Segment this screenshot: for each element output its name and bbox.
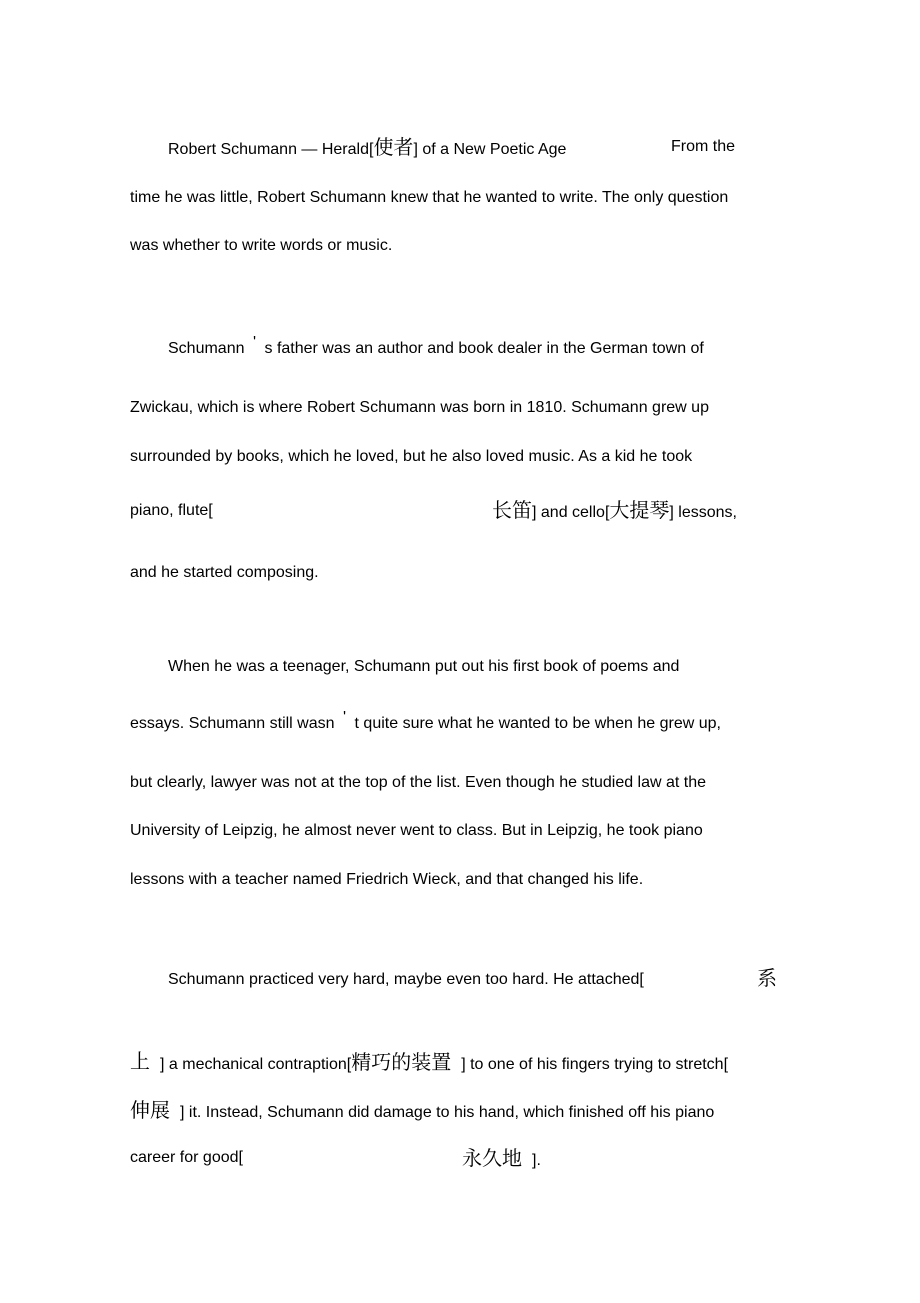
chinese-gloss-attach-1: 系 bbox=[757, 966, 777, 990]
paragraph-4-line-4-start: career for good[ bbox=[130, 1149, 243, 1166]
paragraph-2-line-4-start: piano, flute[ bbox=[130, 502, 213, 519]
text-fragment: essays. Schumann still wasn bbox=[130, 715, 335, 732]
text-fragment: ] lessons, bbox=[669, 504, 737, 521]
paragraph-2-line-1 bbox=[168, 334, 704, 359]
title-line bbox=[168, 137, 566, 160]
text-fragment: ] to one of his fingers trying to stretch[ bbox=[461, 1056, 729, 1073]
title-chinese-gloss: 使者 bbox=[373, 135, 414, 159]
text-fragment: ] a mechanical contraption[ bbox=[160, 1056, 352, 1073]
paragraph-1-line-3: was whether to write words or music. bbox=[130, 237, 393, 254]
paragraph-3-line-4: University of Leipzig, he almost never went to class. But in Leipzig, he took piano bbox=[130, 822, 703, 839]
text-fragment: t quite sure what he wanted to be when he grew up, bbox=[354, 715, 721, 732]
text-fragment: ] and cello[ bbox=[532, 504, 610, 521]
paragraph-2-line-5: and he started composing. bbox=[130, 564, 319, 581]
title-text-a: Robert Schumann — Herald[ bbox=[168, 141, 374, 158]
apostrophe: ' bbox=[252, 334, 257, 351]
chinese-gloss-attach-2: 上 bbox=[130, 1049, 150, 1073]
chinese-gloss-flute: 长笛 bbox=[492, 498, 532, 522]
paragraph-2-line-4-end bbox=[492, 497, 737, 526]
paragraph-3-line-5: lessons with a teacher named Friedrich Wieck, and that changed his life. bbox=[130, 871, 644, 888]
paragraph-3-line-3: but clearly, lawyer was not at the top of the list. Even though he studied law at the bbox=[130, 774, 707, 791]
paragraph-3-line-1: When he was a teenager, Schumann put out his first book of poems and bbox=[168, 658, 680, 675]
paragraph-4-line-1: Schumann practiced very hard, maybe even too hard. He attached[ bbox=[168, 971, 644, 988]
chinese-gloss-contraption: 精巧的装置 bbox=[351, 1050, 452, 1074]
paragraph-1-line-2: time he was little, Robert Schumann knew that he wanted to write. The only question bbox=[130, 189, 729, 206]
paragraph-4-line-3 bbox=[130, 1097, 714, 1126]
chinese-gloss-permanently: 永久地 bbox=[462, 1146, 522, 1170]
text-fragment: Schumann bbox=[168, 340, 245, 357]
text-fragment: ] it. Instead, Schumann did damage to his hand, which finished off his piano bbox=[180, 1104, 715, 1121]
paragraph-1-line-1-tail: From the bbox=[671, 138, 736, 155]
chinese-gloss-cello: 大提琴 bbox=[609, 498, 670, 522]
text-fragment: s father was an author and book dealer in the German town of bbox=[264, 340, 704, 357]
paragraph-4-line-4-end bbox=[462, 1145, 541, 1174]
paragraph-2-line-3: surrounded by books, which he loved, but he also loved music. As a kid he took bbox=[130, 448, 693, 465]
paragraph-3-line-2 bbox=[130, 709, 721, 734]
text-fragment: ]. bbox=[532, 1152, 541, 1169]
chinese-gloss-stretch: 伸展 bbox=[130, 1098, 170, 1122]
title-text-b: ] of a New Poetic Age bbox=[413, 141, 567, 158]
apostrophe: ' bbox=[343, 709, 347, 726]
paragraph-2-line-2: Zwickau, which is where Robert Schumann was born in 1810. Schumann grew up bbox=[130, 399, 709, 416]
paragraph-4-line-2 bbox=[160, 1049, 728, 1078]
